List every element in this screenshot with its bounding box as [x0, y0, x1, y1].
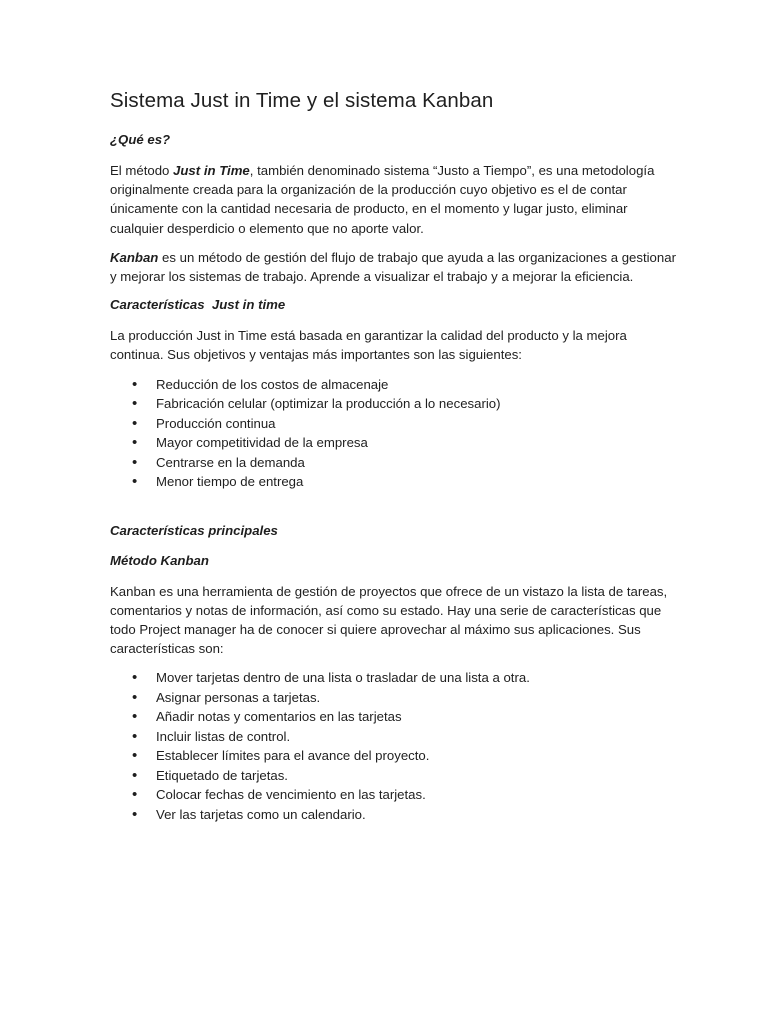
list-item: • Incluir listas de control. [110, 727, 680, 747]
list-item: • Añadir notas y comentarios en las tarjetas [110, 707, 680, 727]
que-es-heading: ¿Qué es? [110, 132, 171, 147]
para2-rest: es un método de gestión del flujo de trabajo que ayuda a las organizaciones a gestionar y mejorar los sistemas de trabajo. Aprende a visualizar el trabajo y a mejorar la eficiencia. [110, 249, 676, 285]
paragraph-just-in-time [110, 161, 680, 238]
paragraph-kanban-herramienta: Kanban es una herramienta de gestión de proyectos que ofrece de un vistazo la lista de tareas, comentarios y notas de información, así como su estado. Hay una serie de características que todo Project manager ha de conocer si quiere aprovechar al máximo sus aplicaciones. Sus características son: [110, 583, 668, 657]
list-item: • Producción continua [110, 414, 680, 434]
list-item: • Menor tiempo de entrega [110, 472, 680, 492]
list-item: • Asignar personas a tarjetas. [110, 688, 680, 708]
kanban-bullet-list [110, 668, 680, 824]
jit-bullet-list [110, 375, 680, 492]
caracteristicas-principales-heading: Características principales [110, 522, 278, 538]
paragraph-kanban [110, 248, 680, 286]
para1-prefix: El método [110, 163, 174, 178]
list-item: • Fabricación celular (optimizar la producción a lo necesario) [110, 394, 680, 414]
metodo-kanban-heading: Método Kanban [110, 552, 209, 568]
list-item: • Establecer límites para el avance del proyecto. [110, 746, 680, 766]
document-title: Sistema Just in Time y el sistema Kanban [110, 89, 494, 112]
list-item: • Mover tarjetas dentro de una lista o trasladar de una lista a otra. [110, 668, 680, 688]
caracteristicas-jit-heading: Características Just in time [110, 297, 286, 313]
list-item: • Centrarse en la demanda [110, 453, 680, 473]
list-item: • Ver las tarjetas como un calendario. [110, 805, 680, 825]
list-item: • Colocar fechas de vencimiento en las tarjetas. [110, 785, 680, 805]
para1-rest: , también denominado sistema “Justo a Tiempo”, es una metodología originalmente creada para la organización de la producción cuyo objetivo es el de contar únicamente con la cantidad necesaria de producto, en el momento y lugar justo, eliminar cualquier desperdicio o elemento que no aporte valor. [110, 163, 655, 236]
paragraph-jit-produccion: La producción Just in Time está basada en garantizar la calidad del producto y la mejora continua. Sus objetivos y ventajas más importantes son las siguientes: [110, 328, 627, 363]
para2-emph: Kanban [110, 249, 159, 265]
para1-emph: Just in Time [173, 163, 250, 178]
list-item: • Etiquetado de tarjetas. [110, 766, 680, 786]
list-item: • Reducción de los costos de almacenaje [110, 375, 680, 395]
list-item: • Mayor competitividad de la empresa [110, 433, 680, 453]
